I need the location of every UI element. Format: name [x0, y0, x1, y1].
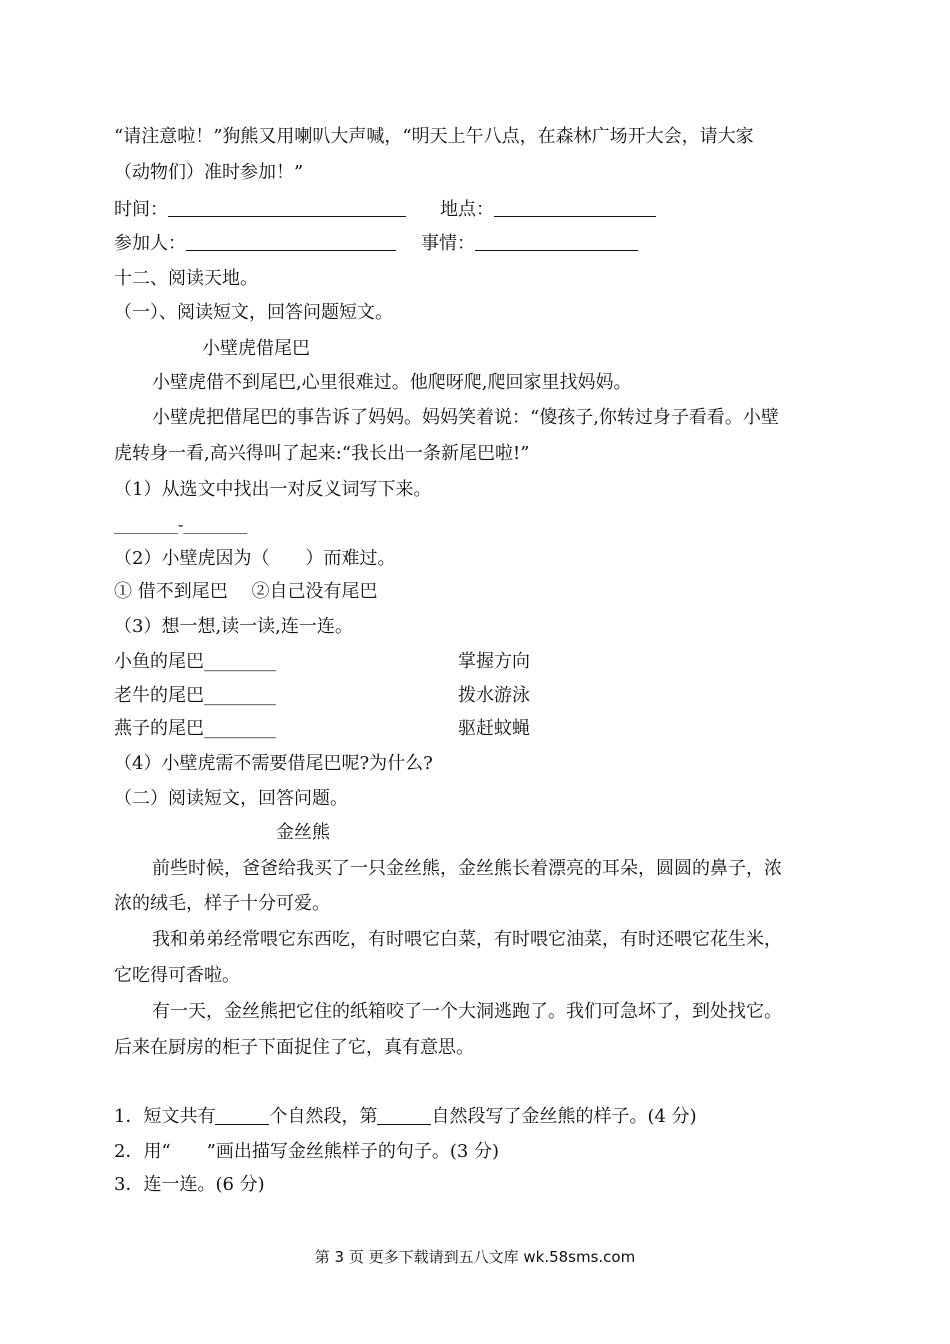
part1-question-2-options: ① 借不到尾巴 ②自己没有尾巴	[114, 581, 378, 602]
part2-paragraph-3a: 有一天，金丝熊把它住的纸箱咬了一个大洞逃跑了。我们可急坏了，到处找它。	[152, 1001, 782, 1022]
part2-paragraph-3b: 后来在厨房的柜子下面捉住了它，真有意思。	[114, 1037, 474, 1058]
attendees-blank[interactable]	[186, 232, 396, 251]
match-left-item: 老牛的尾巴________	[114, 685, 276, 706]
matter-blank[interactable]	[475, 232, 638, 251]
part2-intro: （二）阅读短文，回答问题。	[114, 788, 348, 809]
page-footer: 第 3 页 更多下载请到五八文库 wk.58sms.com	[314, 1248, 636, 1266]
part1-question-1-answer[interactable]: ________-________	[114, 515, 248, 534]
place-label: 地点：	[440, 199, 494, 220]
match-right-item: 掌握方向	[458, 651, 530, 672]
part2-question-3: 3．连一连。(6 分)	[114, 1174, 265, 1195]
place-field	[440, 197, 656, 223]
part1-title: 小壁虎借尾巴	[202, 338, 310, 359]
match-left-item: 小鱼的尾巴________	[114, 651, 276, 672]
time-field	[114, 197, 406, 223]
part1-intro: （一）、阅读短文，回答问题短文。	[114, 302, 393, 323]
time-blank[interactable]	[168, 198, 406, 217]
part1-paragraph-2a: 小壁虎把借尾巴的事告诉了妈妈。妈妈笑着说：“傻孩子,你转过身子看看。小壁	[152, 407, 779, 428]
attendees-field	[114, 231, 396, 257]
part1-paragraph-2b: 虎转身一看,高兴得叫了起来:“我长出一条新尾巴啦!”	[114, 443, 530, 464]
matter-label: 事情：	[421, 233, 475, 254]
part2-question-2: 2．用“ ”画出描写金丝熊样子的句子。(3 分)	[114, 1141, 500, 1162]
time-label: 时间：	[114, 199, 168, 220]
part2-question-1	[114, 1104, 697, 1130]
part2-paragraph-2a: 我和弟弟经常喂它东西吃，有时喂它白菜，有时喂它油菜，有时还喂它花生米，	[152, 929, 782, 950]
part1-paragraph-1: 小壁虎借不到尾巴,心里很难过。他爬呀爬,爬回家里找妈妈。	[152, 372, 632, 393]
paragraph-count-blank[interactable]	[215, 1108, 269, 1125]
part2-question-1-prefix: 1．短文共有	[114, 1106, 216, 1127]
match-left-item: 燕子的尾巴________	[114, 718, 276, 739]
place-blank[interactable]	[494, 198, 656, 217]
notice-line-1: “请注意啦！”狗熊又用喇叭大声喊，“明天上午八点，在森林广场开大会，请大家	[114, 126, 754, 147]
match-right-item: 拨水游泳	[458, 685, 530, 706]
part2-paragraph-2b: 它吃得可香啦。	[114, 965, 240, 986]
part1-question-4: （4）小壁虎需不需要借尾巴呢?为什么?	[114, 753, 433, 774]
part2-question-1-suffix: 自然段写了金丝熊的样子。(4 分)	[431, 1106, 697, 1127]
part2-title: 金丝熊	[276, 822, 330, 843]
match-right-item: 驱赶蚊蝇	[458, 718, 530, 739]
notice-line-2: （动物们）准时参加！”	[114, 162, 304, 183]
part2-paragraph-1a: 前些时候，爸爸给我买了一只金丝熊，金丝熊长着漂亮的耳朵，圆圆的鼻子，浓	[152, 858, 782, 879]
part1-question-1: （1）从选文中找出一对反义词写下来。	[114, 479, 432, 500]
attendees-label: 参加人：	[114, 233, 186, 254]
part2-question-1-middle: 个自然段，第	[269, 1106, 378, 1127]
part2-paragraph-1b: 浓的绒毛，样子十分可爱。	[114, 893, 330, 914]
part1-question-2: （2）小壁虎因为（ ）而难过。	[114, 548, 396, 569]
paragraph-number-blank[interactable]	[377, 1108, 431, 1125]
section-12-heading: 十二、阅读天地。	[114, 268, 258, 289]
part1-question-3: （3）想一想,读一读,连一连。	[114, 616, 353, 637]
matter-field	[421, 231, 638, 257]
